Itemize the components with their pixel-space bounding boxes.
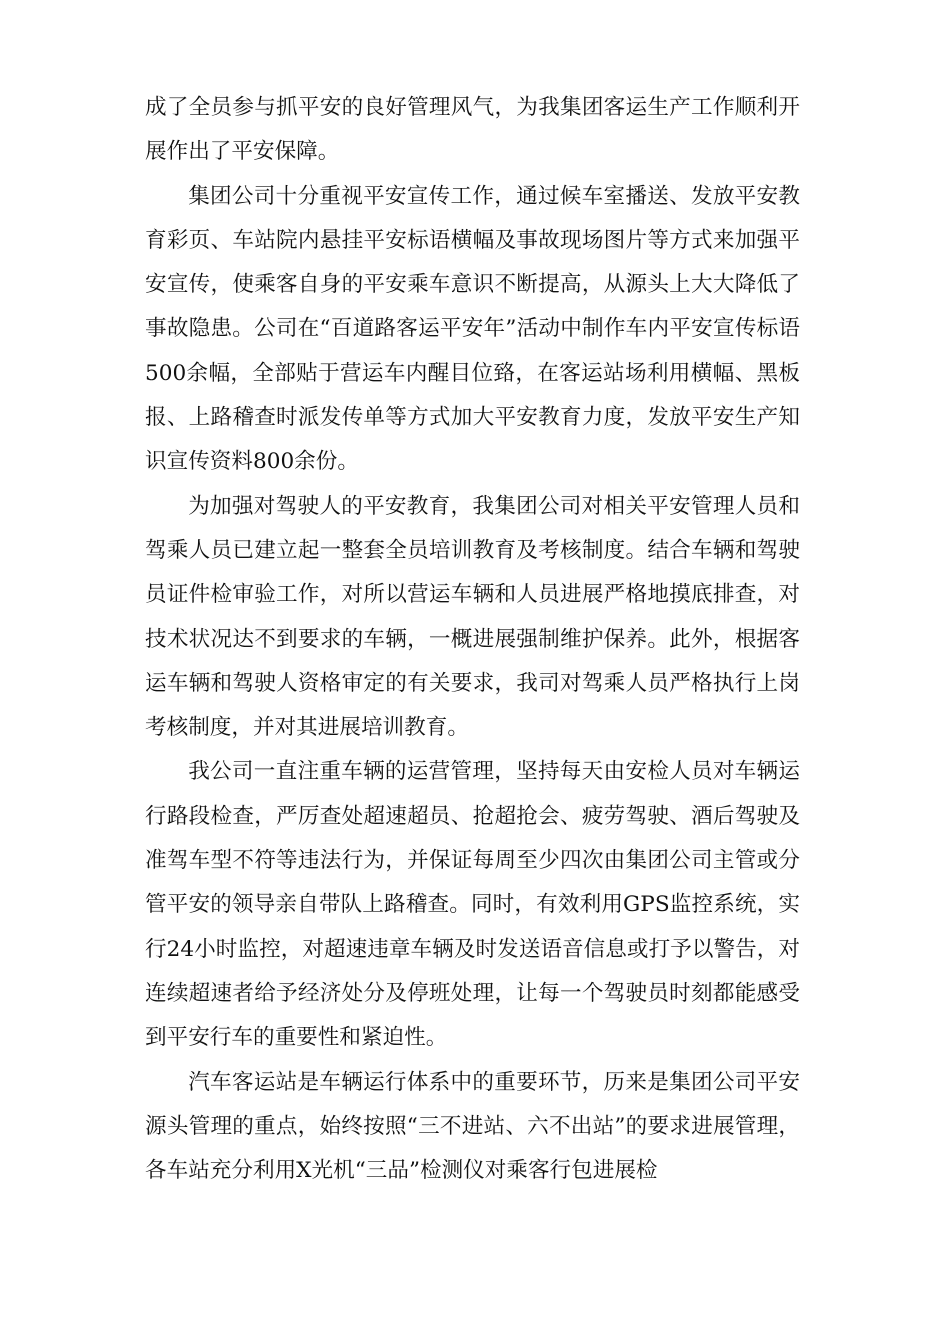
paragraph-3: 为加强对驾驶人的平安教育，我集团公司对相关平安管理人员和驾乘人员已建立起一整套全员培训教育及考核制度。结合车辆和驾驶员证件检审验工作，对所以营运车辆和人员进展严格地摸底排查，对技术状况达不到要求的车辆，一概进展强制维护保养。此外，根据客运车辆和驾驶人资格审定的有关要求，我司对驾乘人员严格执行上岗考核制度，并对其进展培训教育。 — [145, 493, 800, 741]
paragraph-1: 成了全员参与抓平安的良好管理风气，为我集团客运生产工作顺利开展作出了平安保障。 — [145, 95, 800, 165]
paragraph-4: 我公司一直注重车辆的运营管理，坚持每天由安检人员对车辆运行路段检查，严厉查处超速超员、抢超抢会、疲劳驾驶、酒后驾驶及准驾车型不符等违法行为，并保证每周至少四次由集团公司主管或分管平安的领导亲自带队上路稽查。同时，有效利用GPS监控系统，实行24小时监控，对超速违章车辆及时发送语音信息或打予以警告，对连续超速者给予经济处分及停班处理，让每一个驾驶员时刻都能感受到平安行车的重要性和紧迫性。 — [145, 759, 800, 1051]
paragraph-2: 集团公司十分重视平安宣传工作，通过候车室播送、发放平安教育彩页、车站院内悬挂平安标语横幅及事故现场图片等方式来加强平安宣传，使乘客自身的平安乘车意识不断提高，从源头上大大降低了事故隐患。公司在“百道路客运平安年”活动中制作车内平安宣传标语500余幅，全部贴于营运车内醒目位臵，在客运站场利用横幅、黑板报、上路稽查时派发传单等方式加大平安教育力度，发放平安生产知识宣传资料800余份。 — [145, 183, 800, 475]
document-body — [145, 86, 800, 1193]
paragraph-5: 汽车客运站是车辆运行体系中的重要环节，历来是集团公司平安源头管理的重点，始终按照“三不进站、六不出站”的要求进展管理，各车站充分利用X光机“三品”检测仪对乘客行包进展检 — [145, 1069, 800, 1184]
